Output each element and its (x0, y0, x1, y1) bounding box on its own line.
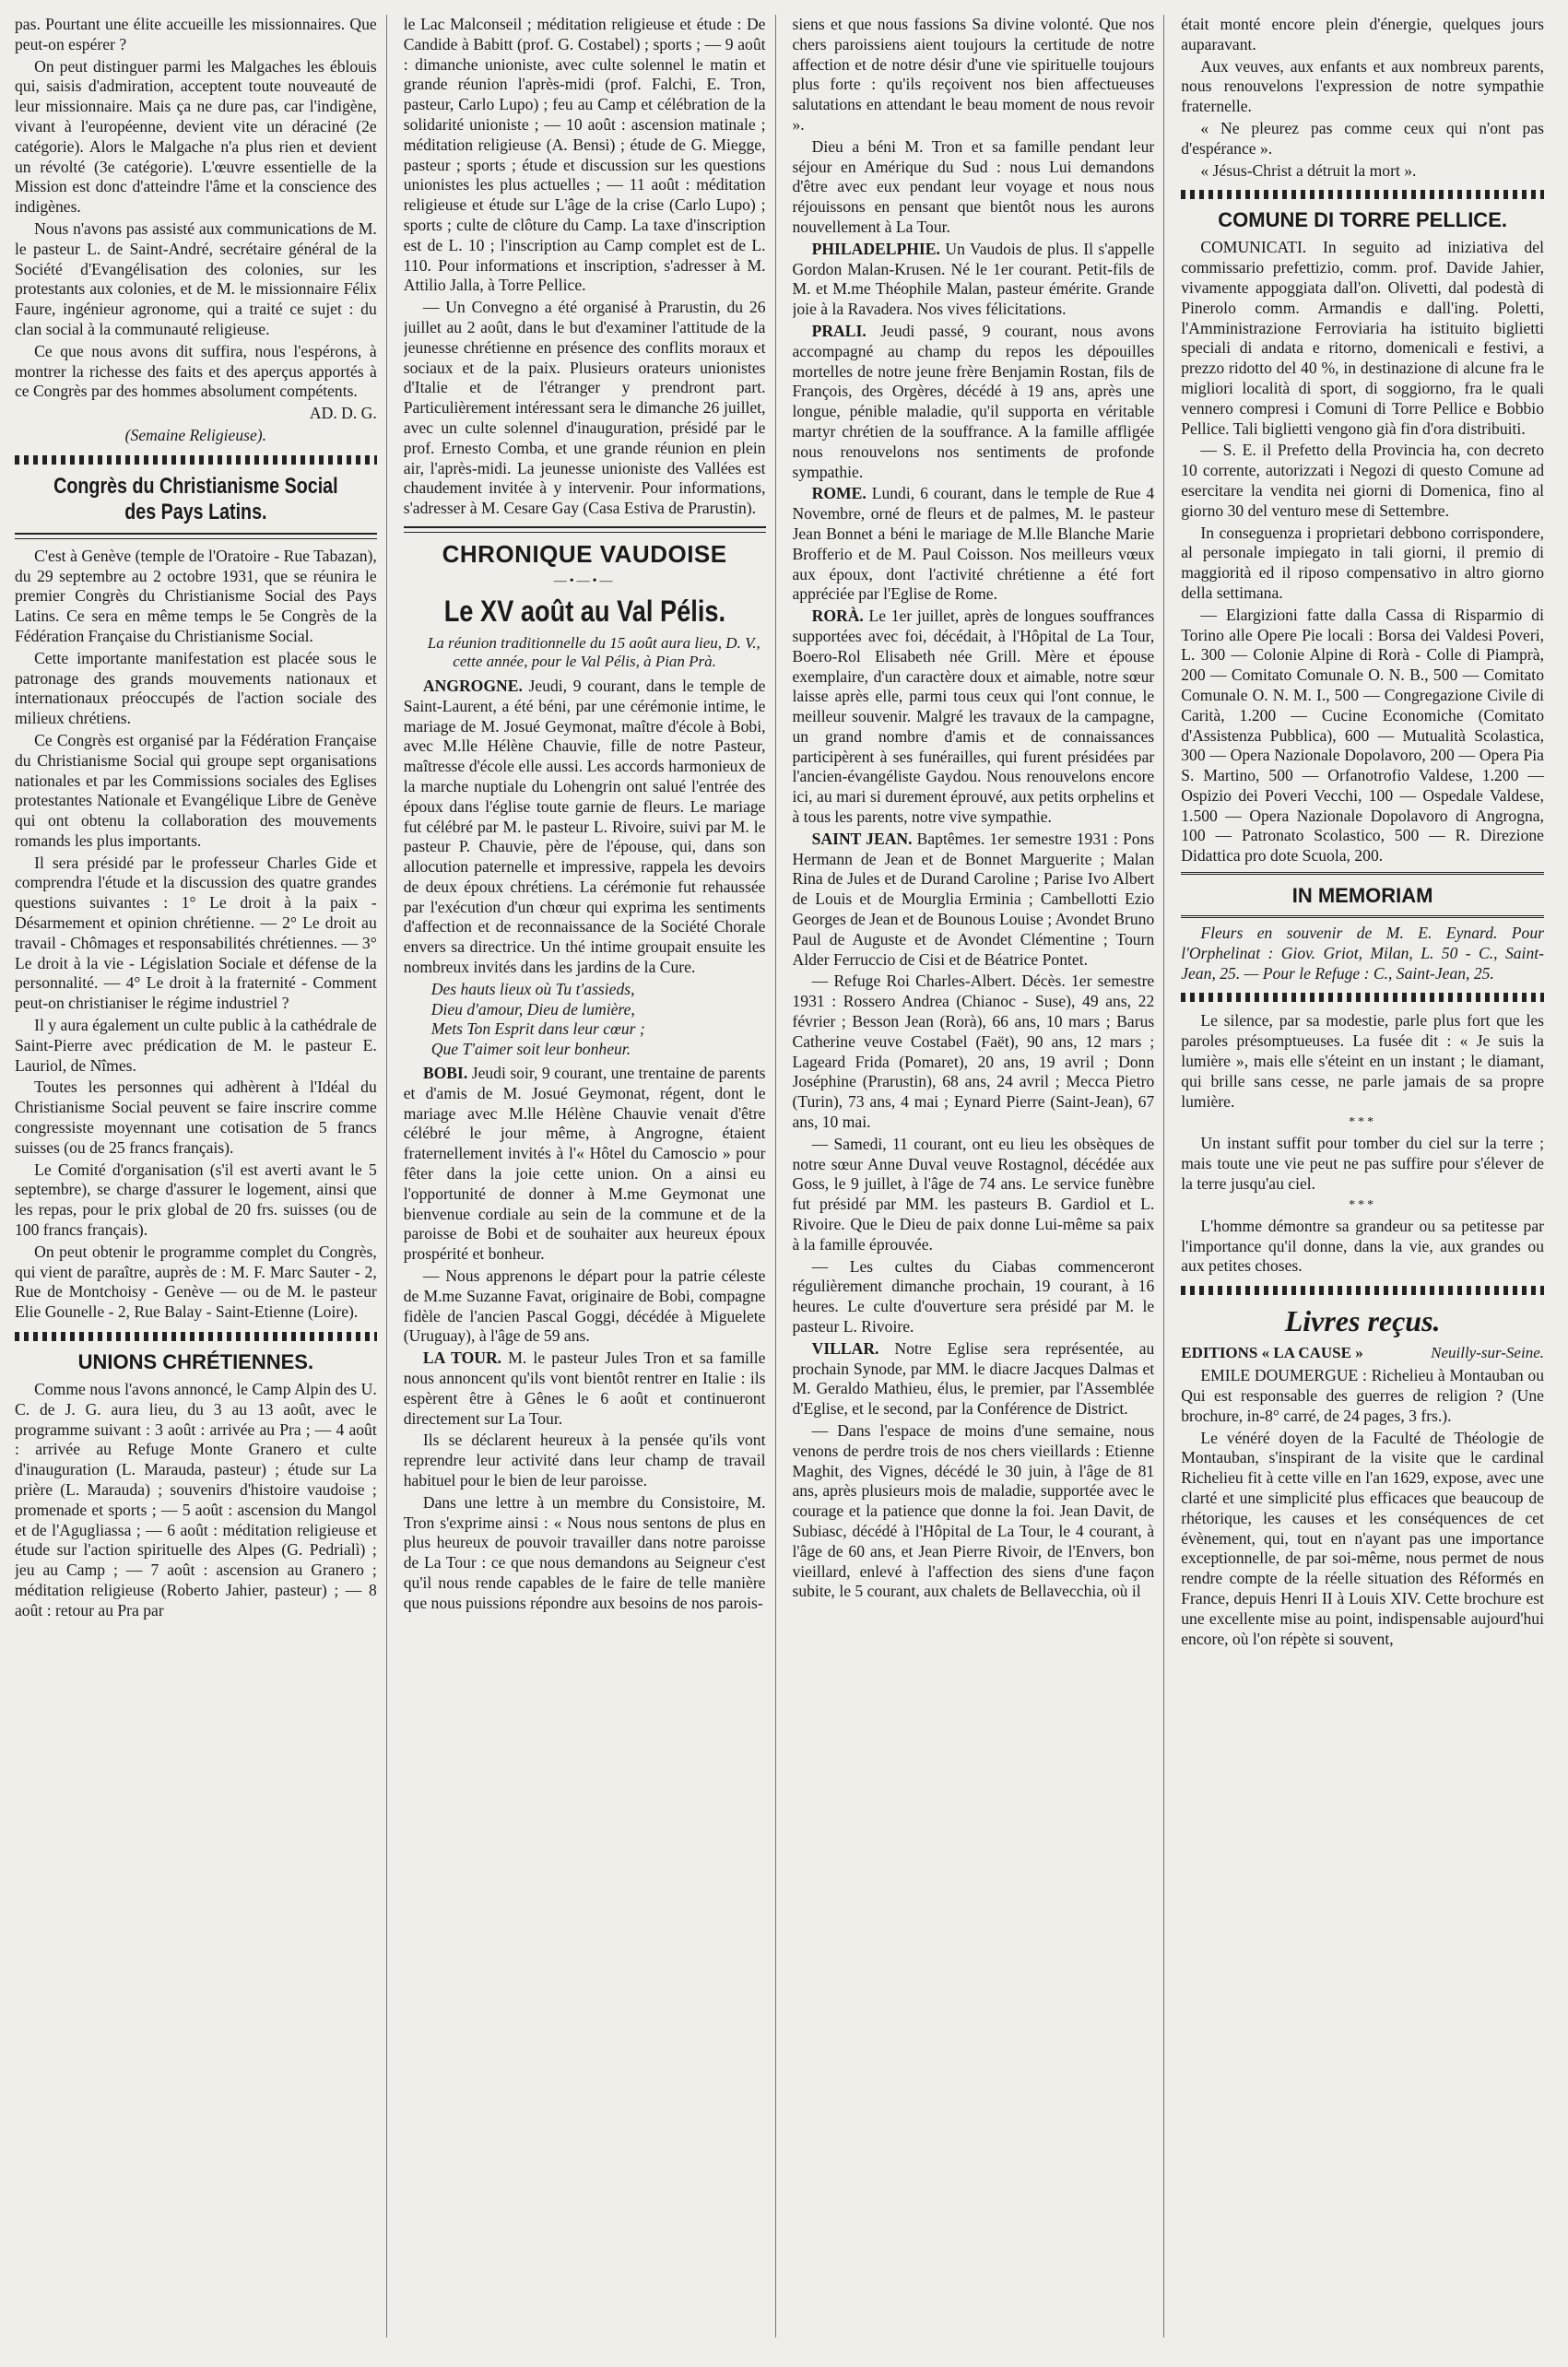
place-label: VILLAR. (811, 1338, 879, 1358)
paragraph: Le Comité d'organisation (s'il est averti avant le 5 septembre), se charge d'assurer le logement, ainsi que les repas, pour le prix global de 20 frs. suisses (ou de 100 francs français). (15, 1160, 377, 1240)
paragraph: — Nous apprenons le départ pour la patrie céleste de M.me Suzanne Favat, originaire de Bobi, compagne fidèle de l'ancien Pascal Goggi, décédée à Miguelete (Uruguay), à l'âge de 59 ans. (403, 1266, 766, 1346)
paragraph: Le silence, par sa modestie, parle plus fort que les paroles présomptueuses. La fusée dit : « Je suis la lumière », mais elle s'éteint en un instant ; le diamant, qui brille sans cesse, ne parle jamais de sa propre lumière. (1181, 1011, 1544, 1111)
column-4 (1181, 15, 1553, 2338)
publisher-line (1181, 1344, 1544, 1362)
publisher-city: Neuilly-sur-Seine. (1431, 1344, 1544, 1362)
signature: AD. D. G. (309, 404, 377, 423)
paragraph: Aux veuves, aux enfants et aux nombreux parents, nous renouvelons l'expression de notre sympathie fraternelle. (1181, 56, 1544, 116)
ornament-divider (1181, 1286, 1544, 1295)
paragraph-text: Jeudi, 9 courant, dans le temple de Saint-Laurent, a été béni, par une cérémonie intime, le mariage de M. Josué Geymonat, maître d'école à Bobi, avec M.lle Hélène Chauvie, fille de notre Pasteur, maîtresse d'école elle aussi. Les accords harmonieux de la marche nuptiale du Lohengrin ont salué l'entrée des époux dans l'église toute garnie de fleurs. Le mariage fut célébré par M. le pasteur L. Rivoire, suivi par M. le pasteur P. Chauvie, père de l'épouse, qui, dans son allocution paternelle et impressive, rappela les devoirs de deux époux chrétiens. La cérémonie fut rehaussée par l'exécution d'un chœur qui exprima les sentiments d'affection et de reconnaissance de la Société Chorale envers sa directrice. Un thé intime groupait ensuite les nombreux invités dans les jardins de la Cure. (403, 676, 766, 977)
column-1 (15, 15, 387, 2338)
paragraph: Ce que nous avons dit suffira, nous l'espérons, à montrer la richesse des faits et des aperçus apportés à ce Congrès par des hommes absolument compétents. (15, 341, 377, 401)
paragraph: le Lac Malconseil ; méditation religieuse et étude : De Candide à Babitt (prof. G. Costabel) ; sports ; — 9 août : dimanche unioniste, avec culte solennel le matin et grande réunion l'après-midi (prof. Falchi, E. Tron, pasteur, Carlo Lupo) ; feu au Camp et célébration de la solidarité unioniste ; — 10 août : ascension matinale ; méditation religieuse (A. Bensi) ; étude de G. Miegge, pasteur ; sports ; étude et discussion sur les questions unionistes les plus actuelles ; — 11 août : méditation religieuse et étude sur L'âge de la crise (Carlo Lupo) ; sports ; culte de clôture du Camp. La taxe d'inscription est de L. 10 ; l'inscription au Camp complet est de L. 110. Pour informations et inscription, s'adresser à M. Attilio Jalla, à Torre Pellice. (403, 15, 766, 295)
paragraph: — Un Convegno a été organisé à Prarustin, du 26 juillet au 2 août, dans le but d'examiner l'attitude de la jeunesse chrétienne en présence des conflits moraux et sociaux et de la paix. Plusieurs orateurs unionistes d'Italie et de l'étranger y prendront part. Particulièrement intéressant sera le dimanche 26 juillet, avec un culte solennel d'inauguration, présidé par le prof. Ernesto Comba, et une grande réunion en plein air, l'après-midi. La jeunesse unioniste des Vallées est chaudement invitée à y intervenir. Pour informations, s'adresser à M. Cesare Gay (Casa Estiva de Prarustin). (403, 298, 766, 518)
place-label: LA TOUR. (422, 1348, 502, 1368)
verse-line: Dieu d'amour, Dieu de lumière, (430, 999, 635, 1019)
asterism: *** (1349, 1115, 1377, 1130)
paragraph-text: Le 1er juillet, après de longues souffrances supportées avec foi, décédait, à l'Hôpital de La Tour, Boero-Rol Elisabeth née Grill. Mère et épouse exemplaire, d'un caractère doux et aimable, notre sœur laisse après elle, parmi tous ceux qui l'ont connue, le meilleur souvenir. Malgré les travaux de la campagne, un grand nombre d'amis et de connaissances participèrent à ses funérailles, qui furent présidées par l'ancien-évangéliste Gaydou. Nous renouvelons encore ici, au mari si durement éprouvé, aux petits orphelins et à tous les parents, notre vive sympathie. (792, 606, 1155, 827)
paragraph-text: Notre Eglise sera représentée, au prochain Synode, par MM. le diacre Jacques Dalmas et M. Geraldo Mathieu, élus, le premier, par l'Assemblée d'Eglise, et le second, par la Conférence de District. (792, 1338, 1155, 1419)
quote: « Ne pleurez pas comme ceux qui n'ont pas d'espérance ». (1181, 118, 1544, 158)
paragraph: Dans une lettre à un membre du Consistoire, M. Tron s'exprime ainsi : « Nous nous sentons de plus en plus heureux de pouvoir travailler dans notre paroisse de La Tour : ce que nous demandons au Seigneur c'est qu'il nous rende capables de le faire de telle manière que nous puissions répondre aux besoins de nos parois- (403, 1492, 766, 1612)
quote: « Jésus-Christ a détruit la mort ». (1200, 160, 1417, 180)
paragraph: — Elargizioni fatte dalla Cassa di Risparmio di Torino alle Opere Pie locali : Borsa dei Valdesi Poveri, L. 300 — Colonie Alpine di Rorà - Colle di Piamprà, 200 — Comitato Comunale O. N. B., 500 — Comitato Comunale O. N. M. I., 500 — Congregazione Civile di Carità, 1.200 — Cucine Economiche (Comitato d'Assistenza Pubblica), 600 — Mutualità Scolastica, 300 — Opera Nazionale Dopolavoro, 200 — Opera Pia S. Martino, 500 — Orfanotrofio Valdese, 1.200 — Ospizio dei Poveri Vecchi, 100 — Ospedale Valdese, 1.500 — Opera Nazionale Dopolavoro di Angrogna, 100 — Patronato Scolastico, 500 — R. Direzione Didattica pro dote Scuola, 200. (1181, 605, 1544, 866)
ornament-divider (15, 1332, 377, 1341)
paragraph: Un instant suffit pour tomber du ciel sur la terre ; mais toute une vie peut ne pas suffire pour s'élever de la terre jusqu'au ciel. (1181, 1134, 1544, 1194)
ornament-divider (15, 455, 377, 465)
place-label: PRALI. (811, 321, 867, 340)
paragraph: — Les cultes du Ciabas commenceront régulièrement dimanche prochain, 19 courant, à 16 heures. Le culte d'ouverture sera présidé par M. le pasteur L. Rivoire. (792, 1256, 1155, 1336)
article-title-xv-aout: Le XV août au Val Pélis. (443, 594, 725, 628)
paragraph-text: Lundi, 6 courant, dans le temple de Rue 4 Novembre, orné de fleurs et de palmes, M. le pasteur Jean Bonnet a béni le mariage de M.lle Blanche Marie Brofferio et de M. Paul Coisson. Nos meilleurs vœux aux époux, dont l'activité chrétienne a été fort appréciée par l'Eglise de Rome. (792, 484, 1155, 604)
section-title-in-memoriam: IN MEMORIAM (1291, 884, 1433, 908)
section-title-comune: COMUNE DI TORRE PELLICE. (1218, 208, 1507, 232)
paragraph: Fleurs en souvenir de M. E. Eynard. Pour l'Orphelinat : Giov. Griot, Milan, L. 50 - C., Saint-Jean, 25. — Pour le Refuge : C., Saint-Jean, 25. (1181, 924, 1544, 983)
section-title-livres: Livres reçus. (1284, 1304, 1441, 1338)
place-label: ROME. (811, 484, 867, 503)
in-memoriam-box (1181, 872, 1544, 918)
paragraph: Comme nous l'avons annoncé, le Camp Alpin des U. C. de J. G. aura lieu, du 3 au 13 août, avec le programme suivant : 3 août : arrivée au Pra ; — 4 août : arrivée au Refuge Monte Granero et culte d'inauguration (L. Marauda, pasteur) ; étude sur La prière (L. Marauda) ; souvenirs d'histoire vaudoise ; promenade et sports ; — 5 août : ascension du Mangol et de l'Agugliassa ; — 6 août : méditation religieuse et étude sur l'action spirituelle des Alpes (G. Pedrialì) ; jeu au Camp ; — 7 août : ascension au Granero ; méditation religieuse (Roberto Jahier, pasteur) ; — 8 août : retour au Pra par (15, 1380, 377, 1619)
place-label: PHILADELPHIE. (811, 239, 940, 258)
paragraph: EMILE DOUMERGUE : Richelieu à Montauban ou Qui est responsable des guerres de religion ? (Une brochure, in-8° carré, de 24 pages, 3 frs.). (1181, 1366, 1544, 1425)
paragraph: Cette importante manifestation est placée sous le patronage des grands mouvements nationaux et internationaux préoccupés de l'action sociale des milieux chrétiens. (15, 648, 377, 728)
paragraph-text: Baptêmes. 1er semestre 1931 : Pons Hermann de Jean et de Bonnet Marguerite ; Malan Rina de Jules et de Durand Caroline ; Parise Ivo Albert de Louis et de Mourglia Erminia ; Cambellotti Ezio Georges de Jean et de Bounous Louise ; Avondet Bruno Paul de Auguste et de Avondet Clémentine ; Tourn Alder Ferruccio de Cisi et de Béatrice Pontet. (792, 829, 1155, 969)
paragraph: Le vénéré doyen de la Faculté de Théologie de Montauban, s'inspirant de la visite que le cardinal Richelieu fit à cette ville en l'an 1629, expose, avec une clarté et une simplicité plus efficaces que beaucoup de rhétorique, les causes et les conséquences de cet évènement, qui, tout en n'ayant pas une importance exceptionnelle, de par soi-même, nous permet de nous rendre compte de la réelle situation des Réformés en France, depuis Henri II à Louis XIV. Cette brochure est une excellente mise au point, indispensable aujourd'hui encore, où l'on répète si souvent, (1181, 1428, 1544, 1648)
paragraph: siens et que nous fassions Sa divine volonté. Que nos chers paroissiens aient toujours la certitude de notre affection et de notre désir d'une vie spirituelle toujours plus forte : qu'ils reçoivent nos bien affectueuses salutations en attendant le beau moment de nous revoir ». (792, 15, 1155, 134)
paragraph: L'homme démontre sa grandeur ou sa petitesse par l'importance qu'il donne, dans la vie, aux grandes ou aux petites choses. (1181, 1216, 1544, 1276)
section-title-congres: Congrès du Christianisme Social des Pays Latins. (53, 473, 338, 524)
paragraph-text: Jeudi soir, 9 courant, une trentaine de parents et d'amis de M. Josué Geymonat, régent, dont le mariage avec M.lle Hélène Chauvie venait d'être célébré le jour même, à Angrogne, étaient fraternellement invités à l'« Hôtel du Camoscio » pour fêter dans la joie cette union. On a ainsi eu l'opportunité de donner à M.me Geymonat une bienvenue cordiale au sein de la commune et de la paroisse de Bobi et de souhaiter aux heureux époux prospérité et bonheur. (403, 1064, 766, 1264)
paragraph-text: Jeudi passé, 9 courant, nous avons accompagné au champ du repos les dépouilles mortelles de notre jeune frère Benjamin Rostan, fils de François, des Orgères, décédé à 19 ans, après une longue, pénible maladie, qu'il supporta en véritable martyr chrétien de la souffrance. A la famille affligée nous renouvelons nos sentiments de profonde sympathie. (792, 321, 1155, 481)
paragraph-text: M. le pasteur Jules Tron et sa famille nous annoncent qu'ils vont bientôt rentrer en Italie : ils espèrent être à Gênes le 6 août et continueront directement sur La Tour. (403, 1348, 766, 1428)
place-label: RORÀ. (811, 606, 864, 626)
paragraph: Toutes les personnes qui adhèrent à l'Idéal du Christianisme Social peuvent se faire inscrire comme congressiste moyennant une cotisation de 5 francs suisses (ou de 25 francs français). (15, 1078, 377, 1157)
paragraph: Il sera présidé par le professeur Charles Gide et comprendra l'étude et la discussion des quatre grandes questions suivantes : 1° Le droit à la paix - Désarmement et opinion chrétienne. — 2° Le droit au travail - Chômages et responsabilités chrétiennes. — 3° Le droit à la vie - Législation Sociale et défense de la personnalité. — 4° Le droit à la fraternité - Comment peut-on christianiser le régime industriel ? (15, 853, 377, 1013)
place-label: SAINT JEAN. (811, 829, 913, 848)
column-2 (404, 15, 776, 2338)
verse-line: Mets Ton Esprit dans leur cœur ; (430, 1019, 645, 1039)
publisher-name: EDITIONS « LA CAUSE » (1181, 1344, 1363, 1362)
section-title-chronique: CHRONIQUE VAUDOISE (442, 539, 727, 568)
paragraph: In conseguenza i proprietari debbono corrispondere, al personale impiegato in tali giorni, il premio di maggiorità ed il riposo compensativo in altro giorno della settimana. (1181, 523, 1544, 602)
paragraph: Nous n'avons pas assisté aux communications de M. le pasteur L. de Saint-André, secrétaire général de la Société d'Evangélisation des colonies, sur les protestants aux colonies, et de M. le missionnaire Félix Faure, ingénieur agronome, qui a traité ce sujet : du clan social à la communauté religieuse. (15, 218, 377, 338)
asterism: *** (1349, 1197, 1377, 1212)
verse-line: Des hauts lieux où Tu t'assieds, (430, 979, 635, 998)
place-label: BOBI. (422, 1064, 468, 1083)
divider (404, 526, 766, 533)
newspaper-page (15, 15, 1553, 2338)
hymn-verse (431, 980, 766, 1060)
place-label: ANGROGNE. (422, 676, 523, 695)
paragraph: COMUNICATI. In seguito ad iniziativa del commissario prefettizio, comm. prof. Davide Jahier, vivamente appoggiata dall'on. Olivetti, dal podestà di Pinerolo comm. Armandis e dall'ing. Poletti, l'Amministrazione Ferroviaria ha istituito biglietti speciali di andata e ritorno, domenicali e festivi, a prezzo ridotto del 40 %, in destinazione di alcune fra le migliori località di sport, di soggiorno, fra le quali vennero compresi i Comuni di Torre Pellice e Bobbio Pellice. Tali biglietti vengono già fin d'ora distribuiti. (1181, 238, 1544, 438)
paragraph-text: Un Vaudois de plus. Il s'appelle Gordon Malan-Krusen. Né le 1er courant. Petit-fils de M. et M.me Théophile Malan, pasteur émérite. Grande joie à la Ravadera. Nos vives félicitations. (792, 239, 1155, 319)
paragraph: — Dans l'espace de moins d'une semaine, nous venons de perdre trois de nos chers vieillards : Etienne Maghit, des Vignes, décédé le 30 juin, à l'âge de 81 ans, après plusieurs mois de maladie, supportée avec le courage et la patience que donne la foi. Jean Davit, de Subiasc, décédé à l'Hôpital de La Tour, le 4 courant, à l'âge de 60 ans, et Jean Pierre Rivoir, de l'Envers, bon vieillard, enlevé à l'affection des siens d'une façon subite, le 5 courant, aux chalets de Bellavecchia, où il (792, 1420, 1155, 1601)
divider (15, 533, 377, 539)
section-title-unions: UNIONS CHRÉTIENNES. (77, 1350, 314, 1374)
paragraph: On peut obtenir le programme complet du Congrès, qui vient de paraître, auprès de : M. F. Marc Sauter - 2, Rue de Montchoisy - Genève — ou de M. le pasteur Elie Gounelle - 2, Rue Balay - Saint-Etienne (Loire). (15, 1242, 377, 1322)
paragraph: Dieu a béni M. Tron et sa famille pendant leur séjour en Amérique du Sud : nous Lui demandons d'être avec eux pendant leur voyage et nous nous réjouissons en pensant que bientôt nous les aurons nouvellement à La Tour. (792, 136, 1155, 236)
paragraph: On peut distinguer parmi les Malgaches les éblouis qui, saisis d'admiration, acceptent toute nouveauté de leur missionnaire. Mais ça ne dure pas, car l'indigène, vivant à l'européenne, devient vite un déraciné (2e catégorie). Alors le Malgache n'a plus rien et devient un révolté (3e catégorie). L'œuvre essentielle de la Mission est donc d'atteindre l'âme et la conscience des indigènes. (15, 56, 377, 217)
ornament-divider (1181, 190, 1544, 199)
paragraph: était monté encore plein d'énergie, quelques jours auparavant. (1181, 15, 1544, 53)
paragraph: Ce Congrès est organisé par la Fédération Française du Christianisme Social qui groupe sept organisations nationales et par les Commissions sociales des Eglises protestantes Nationale et Evangélique Libre de Genève qui ont obtenu la collaboration des mouvements romands les plus importants. (15, 730, 377, 850)
ornament-divider (1181, 993, 1544, 1002)
paragraph: pas. Pourtant une élite accueille les missionnaires. Que peut-on espérer ? (15, 15, 377, 53)
paragraph: — Refuge Roi Charles-Albert. Décès. 1er semestre 1931 : Rossero Andrea (Chianoc - Suse), 49 ans, 22 février ; Besson Jean (Rorà), 66 ans, 10 mars ; Barus Catherine veuve Costabel (Faët), 90 ans, 12 mars ; Lageard Frida (Pomaret), 20 ans, 19 avril ; Donn Joséphine (Prarustin), 68 ans, 24 avril ; Mecca Pietro (Turin), 73 ans, 4 mai ; Eynard Pierre (Saint-Jean), 67 ans, 10 mai. (792, 972, 1155, 1132)
paragraph: — Samedi, 11 courant, ont eu lieu les obsèques de notre sœur Anne Duval veuve Rostagnol, décédée aux Goss, le 9 juillet, à l'âge de 74 ans. Le service funèbre fut présidé par MM. les pasteurs B. Gardiol et L. Rivoire. Que le Dieu de paix donne Lui-même sa paix à la famille éprouvée. (792, 1134, 1155, 1254)
paragraph: Il y aura également un culte public à la cathédrale de Saint-Pierre avec prédication de M. le pasteur E. Lauriol, de Nîmes. (15, 1016, 377, 1075)
column-3 (793, 15, 1165, 2338)
paragraph: C'est à Genève (temple de l'Oratoire - Rue Tabazan), du 29 septembre au 2 octobre 1931, que se réunira le premier Congrès du Christianisme Social des Pays Latins. Ce sera en même temps le 5e Congrès de la Fédération Française du Christianisme Social. (15, 546, 377, 645)
paragraph: — S. E. il Prefetto della Provincia ha, con decreto 10 corrente, autorizzati i Negozi di questo Comune ad esercitare la vendita nei giorni di Domenica, fino al giorno 30 del venturo mese di Settembre. (1181, 441, 1544, 520)
paragraph: Ils se déclarent heureux à la pensée qu'ils vont reprendre leur activité dans leur champ de travail habituel pour le bien de leur paroisse. (403, 1431, 766, 1490)
verse-line: Que T'aimer soit leur bonheur. (430, 1040, 631, 1059)
article-subtitle: La réunion traditionnelle du 15 août aura lieu, D. V., cette année, pour le Val Pélis, à Pian Prà. (427, 633, 760, 670)
ornament-swirl: —•—•— (553, 573, 616, 588)
source-note: (Semaine Religieuse). (124, 425, 267, 444)
